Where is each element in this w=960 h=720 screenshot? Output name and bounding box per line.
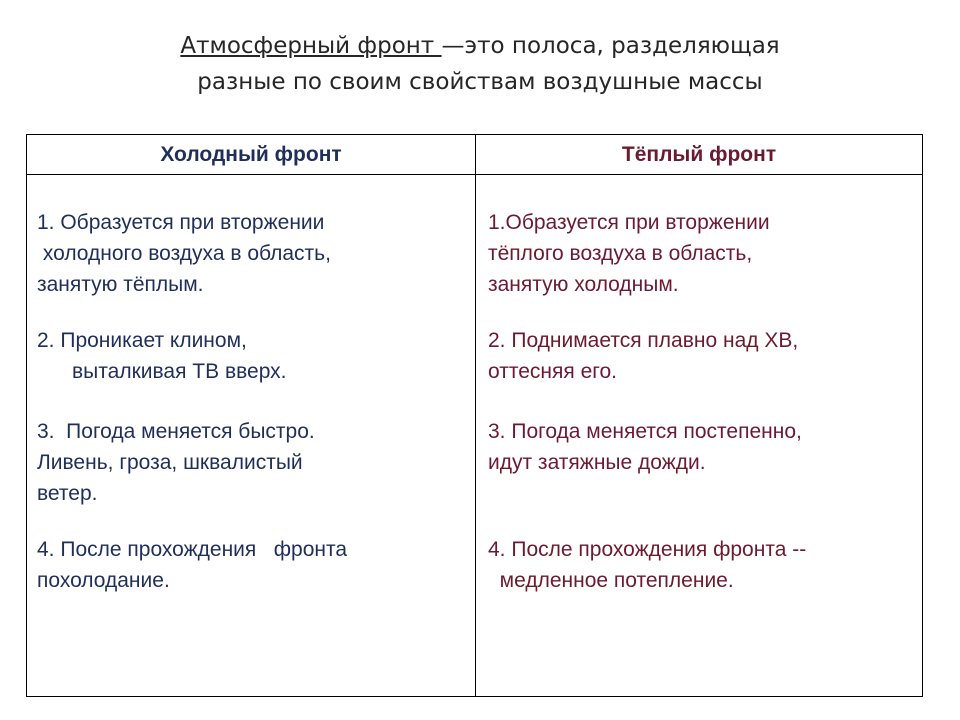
title-line-1 [0,28,960,64]
warm-item-2: 2. Поднимается плавно над ХВ, оттесняя его. [488,329,799,383]
comparison-table [26,134,923,697]
title-line-2: разные по своим свойствам воздушные массы [197,69,763,95]
header-cold-front: Холодный фронт [160,143,342,166]
title-term: Атмосферный фронт [180,33,442,59]
warm-item-1: 1.Образуется при вторжении тёплого воздуха в область, занятую холодным. [488,211,770,296]
warm-item-4: 4. После прохождения фронта -- медленное потепление. [488,538,807,592]
cold-item-2: 2. Проникает клином, выталкивая ТВ вверх. [37,329,287,383]
column-divider [475,135,476,696]
cold-item-4: 4. После прохождения фронта похолодание. [37,538,348,592]
header-warm-front: Тёплый фронт [621,143,777,166]
slide-title [0,28,960,100]
header-divider [27,174,922,175]
cold-item-1: 1. Образуется при вторжении холодного воздуха в область, занятую тёплым. [37,211,331,296]
cold-item-3: 3. Погода меняется быстро. Ливень, гроза, шквалистый ветер. [37,420,315,505]
warm-item-3: 3. Погода меняется постепенно, идут затяжные дожди. [488,420,802,474]
title-definition-start: —это полоса, разделяющая [441,33,780,59]
